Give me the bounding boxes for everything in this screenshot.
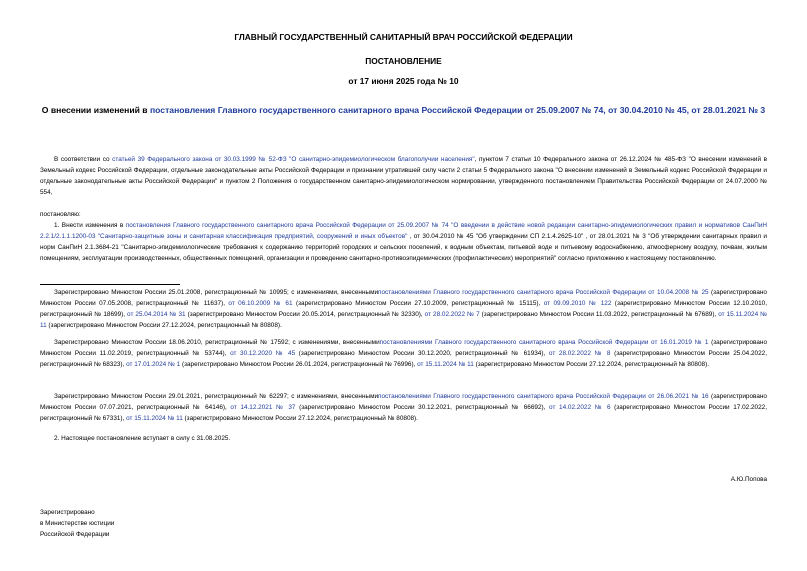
fn3-link-1[interactable]: постановлениями Главного государственного санитарного врача Российской Федерации от 26.06.2021 № 16 bbox=[378, 393, 709, 400]
fn2-link-2[interactable]: от 30.12.2020 № 45 bbox=[230, 350, 296, 357]
title-link[interactable]: постановления Главного государственного санитарного врача Российской Федерации от 25.09.2007 № 74, от 30.04.2010 № 45, от 28.01.2021 № 3 bbox=[149, 105, 766, 115]
fn1-link-3[interactable]: от 09.09.2010 № 122 bbox=[543, 300, 612, 307]
issuing-authority: ГЛАВНЫЙ ГОСУДАРСТВЕННЫЙ САНИТАРНЫЙ ВРАЧ РОССИЙСКОЙ ФЕДЕРАЦИИ bbox=[234, 32, 573, 42]
fn3-link-3[interactable]: от 14.02.2022 № 6 bbox=[549, 404, 611, 411]
registration-line-2: в Министерстве юстиции bbox=[40, 520, 115, 527]
fn2-link-3[interactable]: от 28.02.2022 № 8 bbox=[548, 350, 611, 357]
signature: А.Ю.Попова bbox=[730, 476, 767, 483]
fn2-link-4[interactable]: от 17.01.2024 № 1 bbox=[126, 361, 181, 368]
fn1-link-1[interactable]: постановлениями Главного государственного санитарного врача Российской Федерации от 10.04.2008 № 25 bbox=[378, 289, 709, 296]
document-type: ПОСТАНОВЛЕНИЕ bbox=[365, 56, 442, 66]
footnote-3: Зарегистрировано Минюстом России 29.01.2021, регистрационный № 62297; с изменениями, внесеннымипостановлениями Главного государственного санитарного врача Российской Федерации от 26.06.2021 № 16 (зарегистрировано Минюстом России 07.07.2021, регистрационный № 64146), от 14.12.2021 № 37 (зарегистрировано Минюстом России 30.12.2021, регистрационный № 66692), от 14.02.2022 № 6 (зарегистрировано Минюстом России 17.02.2022, регистрационный № 67331), от 15.11.2024 № 11 (зарегистрировано Минюстом России 27.12.2024, регистрационный № 80808). bbox=[40, 393, 767, 422]
item1-resolutions-link[interactable]: постановления Главного государственного санитарного врача Российской Федерации от 25.09.2007 № 74 "О введении в действие новой редакции санитарно-эпидемиологических правил и нормативов СанПиН 2.2.1/2.1.1.1200-03 "Санитарно-защитные зоны и санитарная классификация предприятий, сооружений и иных объектов" bbox=[40, 222, 767, 240]
document-date-number: от 17 июня 2025 года № 10 bbox=[348, 76, 459, 86]
preamble: В соответствии со статьей 39 Федерального закона от 30.03.1999 № 52-ФЗ "О санитарно-эпидемиологическом благополучии населения", пунктом 7 статьи 10 Федерального закона от 26.12.2024 № 485-ФЗ "О внесении изменений в Земельный кодекс Российской Федерации, отдельные законодательные акты Российской Федерации и признании утратившей силу части 2 статьи 5 Федерального закона "О внесении изменений в Земельный кодекс Российской Федерации и отдельные законодательные акты Российской Федерации" и пунктом 2 Положения о государственном санитарно-эпидемиологическом нормировании, утвержденного постановлением Правительства Российской Федерации от 24.07.2000 № 554, bbox=[40, 156, 768, 196]
registration-line-3: Российской Федерации bbox=[40, 531, 110, 538]
footnote-2: Зарегистрировано Минюстом России 18.06.2010, регистрационный № 17592; с изменениями, внесеннымипостановлениями Главного государственного санитарного врача Российской Федерации от 16.01.2019 № 1 (зарегистрировано Минюстом России 11.02.2019, регистрационный № 53744), от 30.12.2020 № 45 (зарегистрировано Минюстом России 30.12.2020, регистрационный № 61934), от 28.02.2022 № 8 (зарегистрировано Минюстом России 25.04.2022, регистрационный № 68323), от 17.01.2024 № 1 (зарегистрировано Минюстом России 26.01.2024, регистрационный № 76996), от 15.11.2024 № 11 (зарегистрировано Минюстом России 27.12.2024, регистрационный № 80808). bbox=[40, 339, 768, 368]
document-title: О внесении изменений в постановления Главного государственного санитарного врача Российской Федерации от 25.09.2007 № 74, от 30.04.2010 № 45, от 28.01.2021 № 3 bbox=[41, 105, 766, 115]
fn1-link-2[interactable]: от 06.10.2009 № 61 bbox=[228, 300, 293, 307]
fn1-link-6[interactable]: от 15.11.2024 № 11 bbox=[40, 311, 767, 329]
decree-word: постановляю: bbox=[40, 211, 81, 218]
law-52-fz-link[interactable]: статьей 39 Федерального закона от 30.03.1999 № 52-ФЗ "О санитарно-эпидемиологическом благополучии населения" bbox=[112, 156, 475, 163]
footnote-1: Зарегистрировано Минюстом России 25.01.2008, регистрационный № 10995; с изменениями, внесеннымипостановлениями Главного государственного санитарного врача Российской Федерации от 10.04.2008 № 25 (зарегистрировано Минюстом России 07.05.2008, регистрационный № 11637), от 06.10.2009 № 61 (зарегистрировано Минюстом России 27.10.2009, регистрационный № 15115), от 09.09.2010 № 122 (зарегистрировано Минюстом России 12.10.2010, регистрационный № 18699), от 25.04.2014 № 31 (зарегистрировано Минюстом России 20.05.2014, регистрационный № 32330), от 28.02.2022 № 7 (зарегистрировано Минюстом России 11.03.2022, регистрационный № 67689), от 15.11.2024 № 11 (зарегистрировано Минюстом России 27.12.2024, регистрационный № 80808). bbox=[40, 289, 768, 329]
registration-line-1: Зарегистрировано bbox=[40, 509, 95, 516]
fn1-link-4[interactable]: от 25.04.2014 № 31 bbox=[127, 311, 186, 318]
fn2-link-1[interactable]: постановлениями Главного государственного санитарного врача Российской Федерации от 16.01.2019 № 1 bbox=[379, 339, 709, 346]
fn3-link-4[interactable]: от 15.11.2024 № 11 bbox=[126, 415, 183, 422]
item-2: 2. Настоящее постановление вступает в силу с 31.08.2025. bbox=[54, 435, 231, 442]
item-1: 1. Внести изменения в постановления Главного государственного санитарного врача Российской Федерации от 25.09.2007 № 74 "О введении в действие новой редакции санитарно-эпидемиологических правил и нормативов СанПиН 2.2.1/2.1.1.1200-03 "Санитарно-защитные зоны и санитарная классификация предприятий, сооружений и иных объектов" , от 30.04.2010 № 45 "Об утверждении СП 2.1.4.2625-10" , от 28.01.2021 № 3 "Об утверждении санитарных правил и норм СанПиН 2.1.3684-21 "Санитарно-эпидемиологические требования к содержанию территорий городских и сельских поселений, к водным объектам, питьевой воде и питьевому водоснабжению, атмосферному воздуху, почвам, жилым помещениям, эксплуатации производственных, общественных помещений, организации и проведению санитарно-противоэпидемических (профилактических) мероприятий" согласно приложению к настоящему постановлению. bbox=[40, 222, 767, 262]
footnote-separator bbox=[40, 284, 180, 285]
fn3-link-2[interactable]: от 14.12.2021 № 37 bbox=[230, 404, 296, 411]
fn2-link-5[interactable]: от 15.11.2024 № 11 bbox=[417, 361, 474, 368]
fn1-link-5[interactable]: от 28.02.2022 № 7 bbox=[424, 311, 480, 318]
